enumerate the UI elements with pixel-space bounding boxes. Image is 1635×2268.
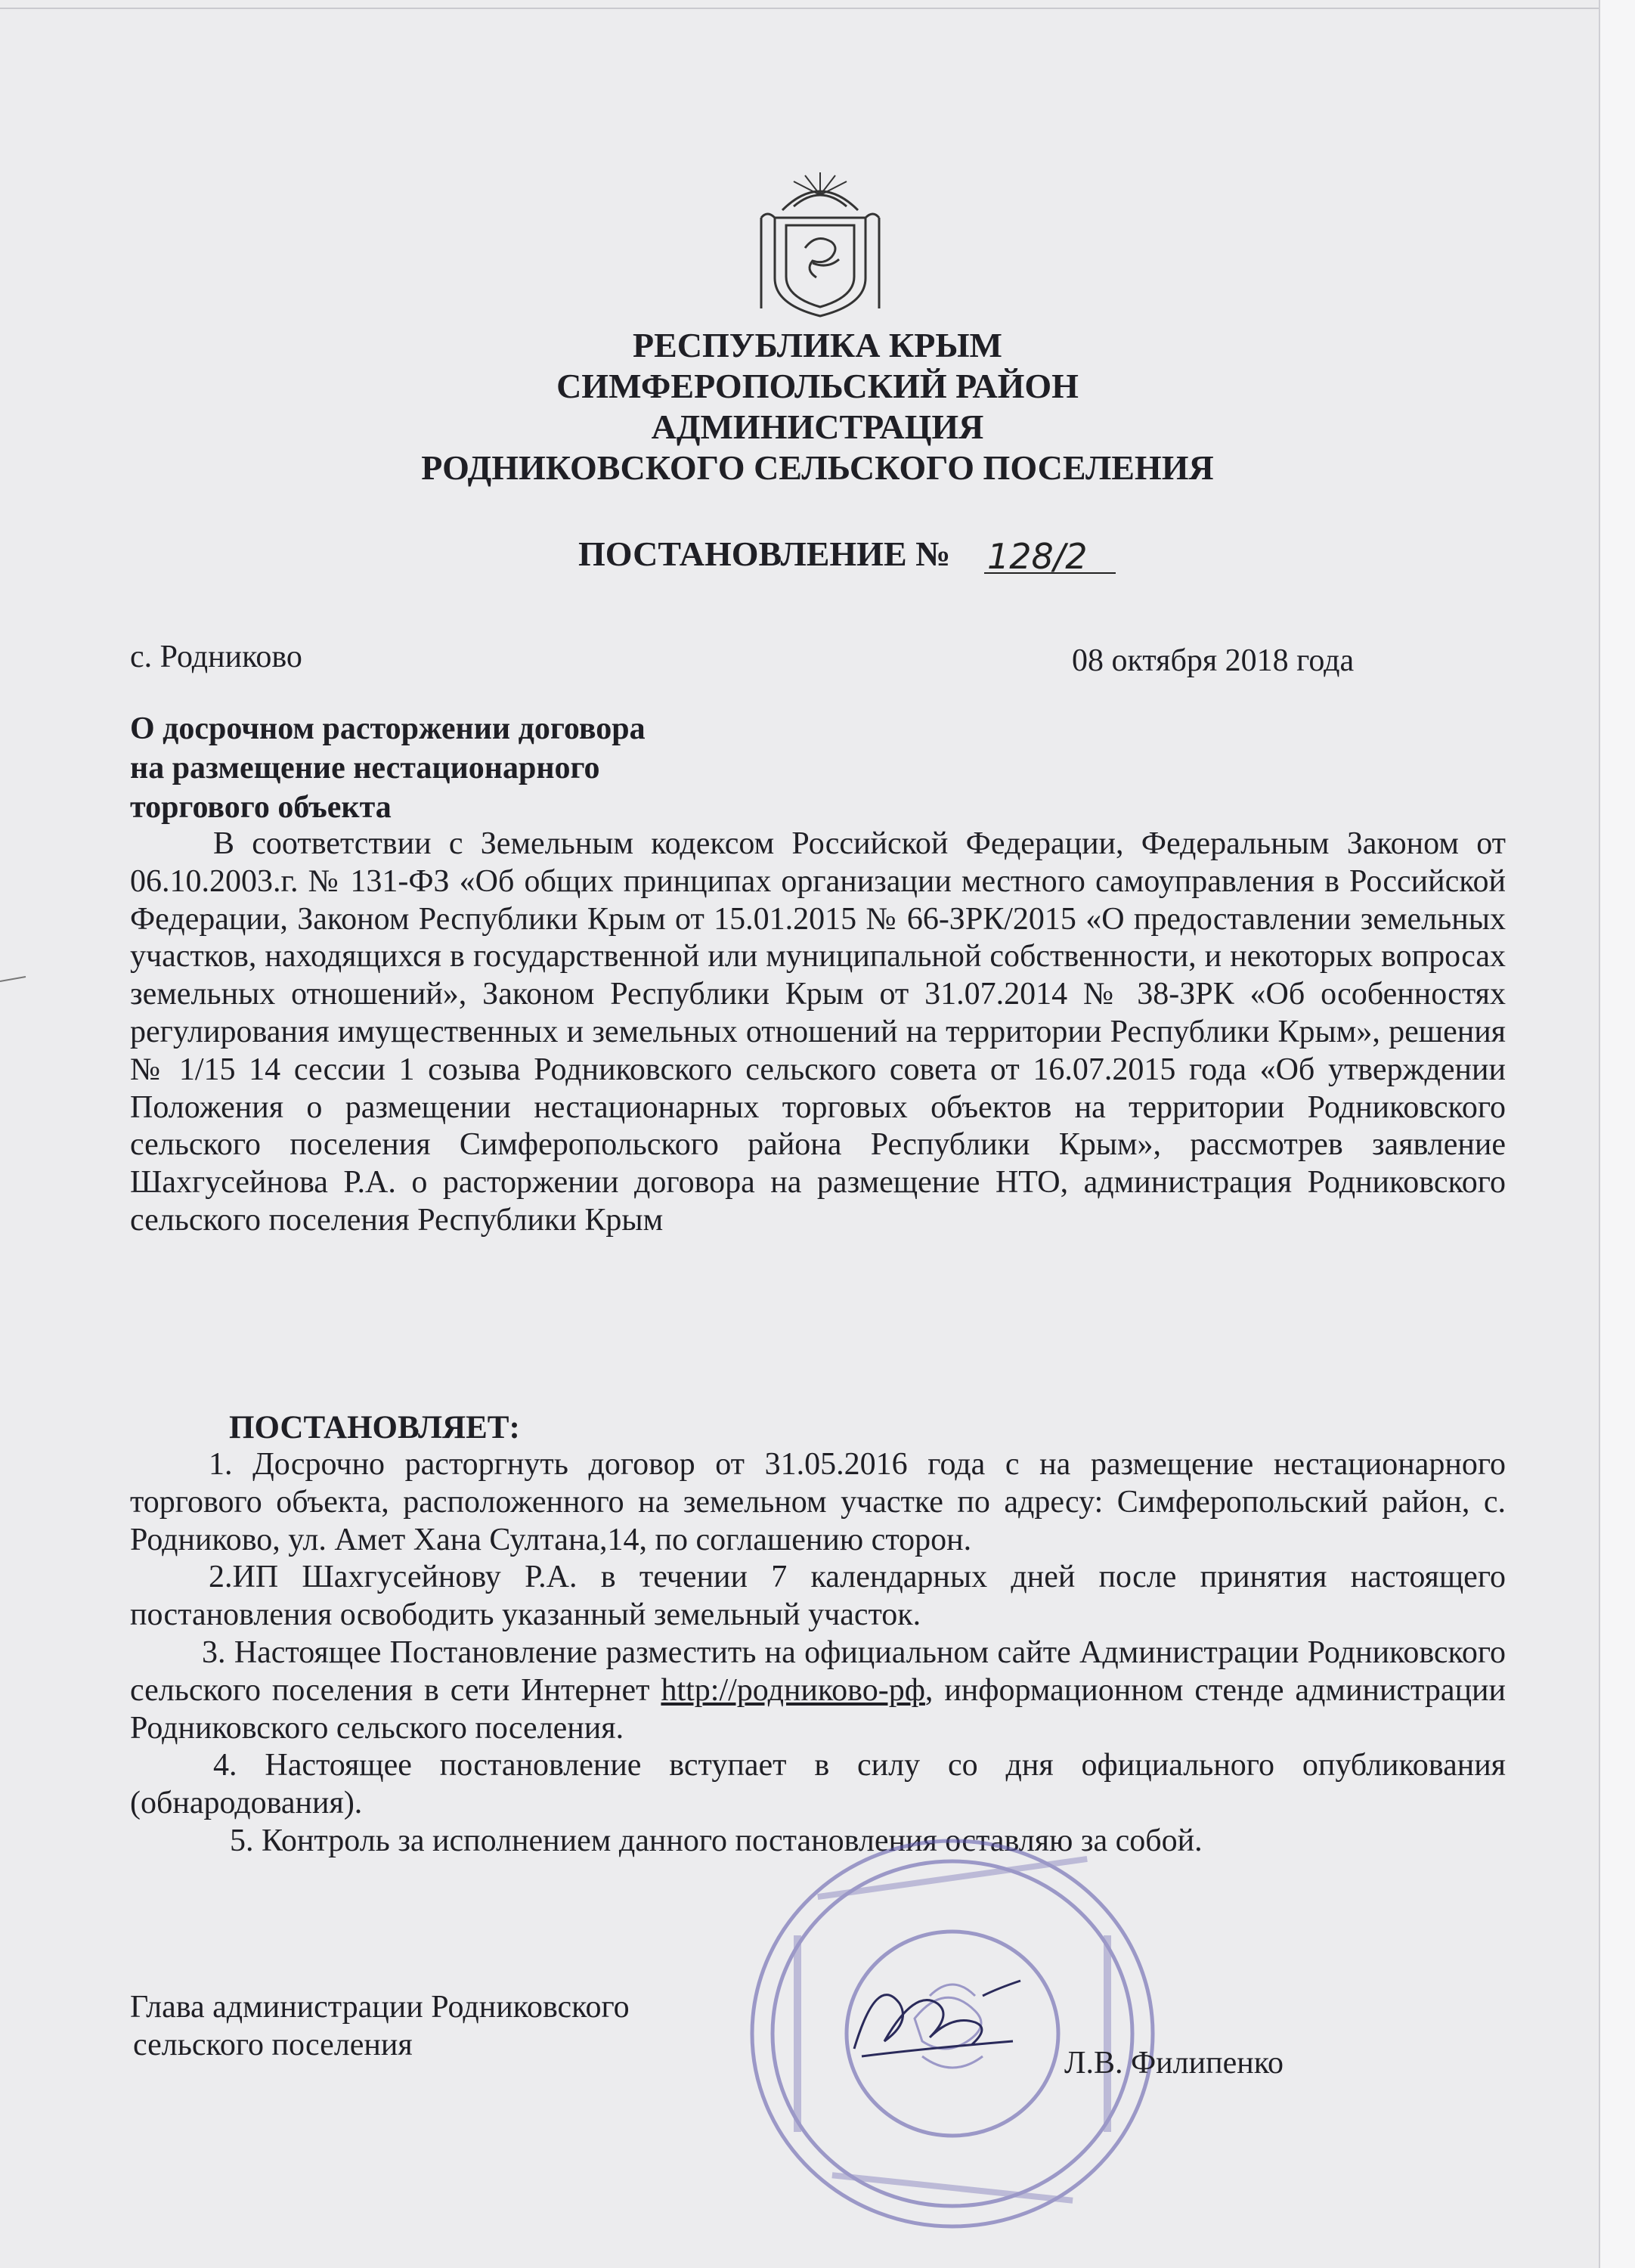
decree-item-1: 1. Досрочно расторгнуть договор от 31.05.2016 года с на размещение нестационарного торгового объекта, расположенного на земельном участке по адресу: Симферопольский район, с. Родниково, ул. Амет Хана Султана,14, по соглашению сторон. (130, 1447, 1506, 1557)
decree-items (130, 1446, 1506, 1861)
header-district: СИМФЕРОПОЛЬСКИЙ РАЙОН (556, 367, 1079, 405)
document-place: с. Родниково (130, 640, 302, 674)
decree-item-3-tail: , информационном стенде администрации Родниковского сельского поселения. (130, 1672, 1506, 1746)
document-date: 08 октября 2018 года (1072, 643, 1355, 678)
decree-item-4: 4. Настоящее постановление вступает в силу со дня официального опубликования (обнародования). (130, 1748, 1506, 1821)
subject-line: торгового объекта (130, 790, 392, 825)
document-header (0, 325, 1635, 488)
subject-line: О досрочном расторжении договора (130, 711, 646, 746)
coat-of-arms-emblem (752, 165, 888, 320)
decree-item-5: 5. Контроль за исполнением данного постановления оставляю за собой. (230, 1823, 1203, 1858)
subject-line: на размещение нестационарного (130, 751, 600, 785)
decree-item-2: 2.ИП Шахгусейнову Р.А. в течении 7 календарных дней после принятия настоящего постановления освободить указанный земельный участок. (130, 1560, 1506, 1633)
preamble-paragraph: В соответствии с Земельным кодексом Российской Федерации, Федеральным Законом от 06.10.2003.г. № 131-ФЗ «Об общих принципах организации местного самоуправления в Российской Федерации, Законом Республики Крым от 15.01.2015 № 66-ЗРК/2015 «О предоставлении земельных участков, находящихся в государственной или муниципальной собственности, и некоторых вопросах земельных отношений», Законом Республики Крым от 31.07.2014 № 38-ЗРК «Об особенностях регулирования имущественных и земельных отношений на территории Республики Крым», решения № 1/15 14 сессии 1 созыва Родниковского сельского совета от 16.07.2015 года «Об утверждении Положения о размещении нестационарных торговых объектов на территории Родниковского сельского поселения Симферопольского района Республики Крым», рассмотрев заявление Шахгусейнова Р.А. о расторжении договора на размещение НТО, администрация Родниковского сельского поселения Республики Крым (130, 826, 1506, 1238)
handwritten-number (981, 529, 1121, 590)
website-link[interactable]: http://родниково-рф (661, 1672, 925, 1708)
header-republic: РЕСПУБЛИКА КРЫМ (633, 326, 1002, 364)
signatory-name: Л.В. Филипенко (1064, 2046, 1284, 2081)
document-number: 128/2 (987, 536, 1088, 577)
scan-artifact (0, 968, 30, 990)
signatory-position-line: сельского поселения (133, 2028, 413, 2062)
document-subject (130, 709, 646, 827)
document-title: ПОСТАНОВЛЕНИЕ № (578, 534, 951, 573)
handwritten-signature (831, 1966, 1028, 2079)
signatory-position-line: Глава администрации Родниковского (130, 1990, 630, 2025)
decree-item-3-text: 3. Настоящее Постановление разместить на официальном сайте Администрации Родниковского сельского поселения в сети Интернет (130, 1634, 1506, 1708)
scan-top-edge (0, 0, 1635, 9)
signatory-position (130, 1988, 630, 2064)
decree-item-3 (130, 1634, 1506, 1747)
header-settlement: РОДНИКОВСКОГО СЕЛЬСКОГО ПОСЕЛЕНИЯ (421, 448, 1214, 487)
header-administration: АДМИНИСТРАЦИЯ (651, 407, 984, 446)
decree-heading: ПОСТАНОВЛЯЕТ: (229, 1410, 520, 1445)
preamble-block (130, 826, 1506, 1240)
